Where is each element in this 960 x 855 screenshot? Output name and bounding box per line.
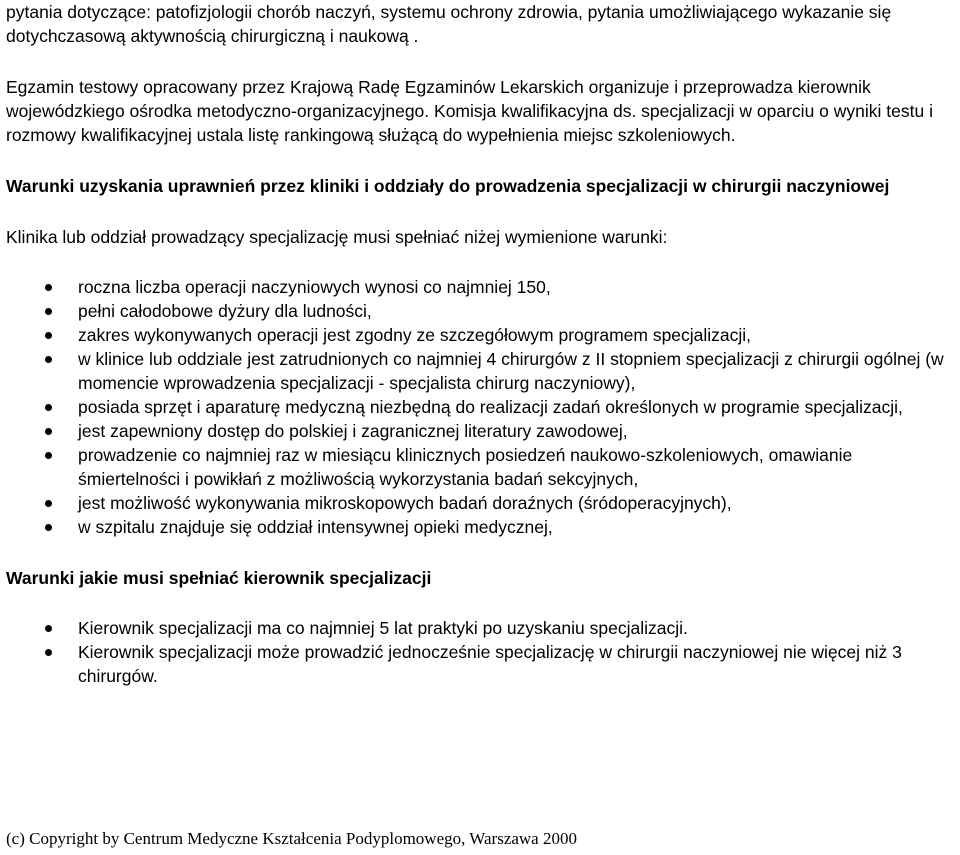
list-item: jest możliwość wykonywania mikroskopowych badań doraźnych (śródoperacyjnych), — [6, 491, 954, 515]
bullet-icon — [45, 308, 52, 315]
section1-heading: Warunki uzyskania uprawnień przez kliniki i oddziały do prowadzenia specjalizacji w chirurgii naczyniowej — [6, 176, 890, 196]
list-item: w klinice lub oddziale jest zatrudnionych co najmniej 4 chirurgów z II stopniem specjalizacji z chirurgii ogólnej (w momencie wprowadzenia specjalizacji - specjalista chirurg naczyniowy), — [6, 347, 954, 395]
list-item: roczna liczba operacji naczyniowych wynosi co najmniej 150, — [6, 275, 954, 299]
intro-paragraph: pytania dotyczące: patofizjologii chorób naczyń, systemu ochrony zdrowia, pytania umożliwiającego wykazanie się dotychczasową aktywnością chirurgiczną i naukową . — [6, 2, 892, 46]
bullet-icon — [45, 649, 52, 656]
section1-intro: Klinika lub oddział prowadzący specjalizację musi spełniać niżej wymienione warunki: — [6, 227, 668, 247]
list-item: prowadzenie co najmniej raz w miesiącu klinicznych posiedzeń naukowo-szkoleniowych, omawianie śmiertelności i powikłań z możliwością wykorzystania badań sekcyjnych, — [6, 443, 954, 491]
bullet-icon — [45, 332, 52, 339]
section2-list — [6, 616, 954, 688]
bullet-icon — [45, 452, 52, 459]
bullet-icon — [45, 625, 52, 632]
section2-heading: Warunki jakie musi spełniać kierownik specjalizacji — [6, 568, 432, 588]
list-item: Kierownik specjalizacji może prowadzić jednocześnie specjalizację w chirurgii naczyniowej nie więcej niż 3 chirurgów. — [6, 640, 954, 688]
list-item: Kierownik specjalizacji ma co najmniej 5 lat praktyki po uzyskaniu specjalizacji. — [6, 616, 954, 640]
exam-paragraph: Egzamin testowy opracowany przez Krajową Radę Egzaminów Lekarskich organizuje i przeprowadza kierownik wojewódzkiego ośrodka metodyczno-organizacyjnego. Komisja kwalifikacyjna ds. specjalizacji w oparciu o wyniki testu i rozmowy kwalifikacyjnej ustala listę rankingową służącą do wypełnienia miejsc szkoleniowych. — [6, 77, 933, 145]
list-item: w szpitalu znajduje się oddział intensywnej opieki medycznej, — [6, 515, 954, 539]
list-item: jest zapewniony dostęp do polskiej i zagranicznej literatury zawodowej, — [6, 419, 954, 443]
copyright-footer: (c) Copyright by Centrum Medyczne Kształcenia Podyplomowego, Warszawa 2000 — [6, 829, 577, 848]
list-item: zakres wykonywanych operacji jest zgodny ze szczegółowym programem specjalizacji, — [6, 323, 954, 347]
bullet-icon — [45, 428, 52, 435]
bullet-icon — [45, 404, 52, 411]
bullet-icon — [45, 284, 52, 291]
bullet-icon — [45, 500, 52, 507]
list-item: pełni całodobowe dyżury dla ludności, — [6, 299, 954, 323]
bullet-icon — [45, 356, 52, 363]
bullet-icon — [45, 524, 52, 531]
list-item: posiada sprzęt i aparaturę medyczną niezbędną do realizacji zadań określonych w programie specjalizacji, — [6, 395, 954, 419]
section1-list — [6, 275, 954, 539]
